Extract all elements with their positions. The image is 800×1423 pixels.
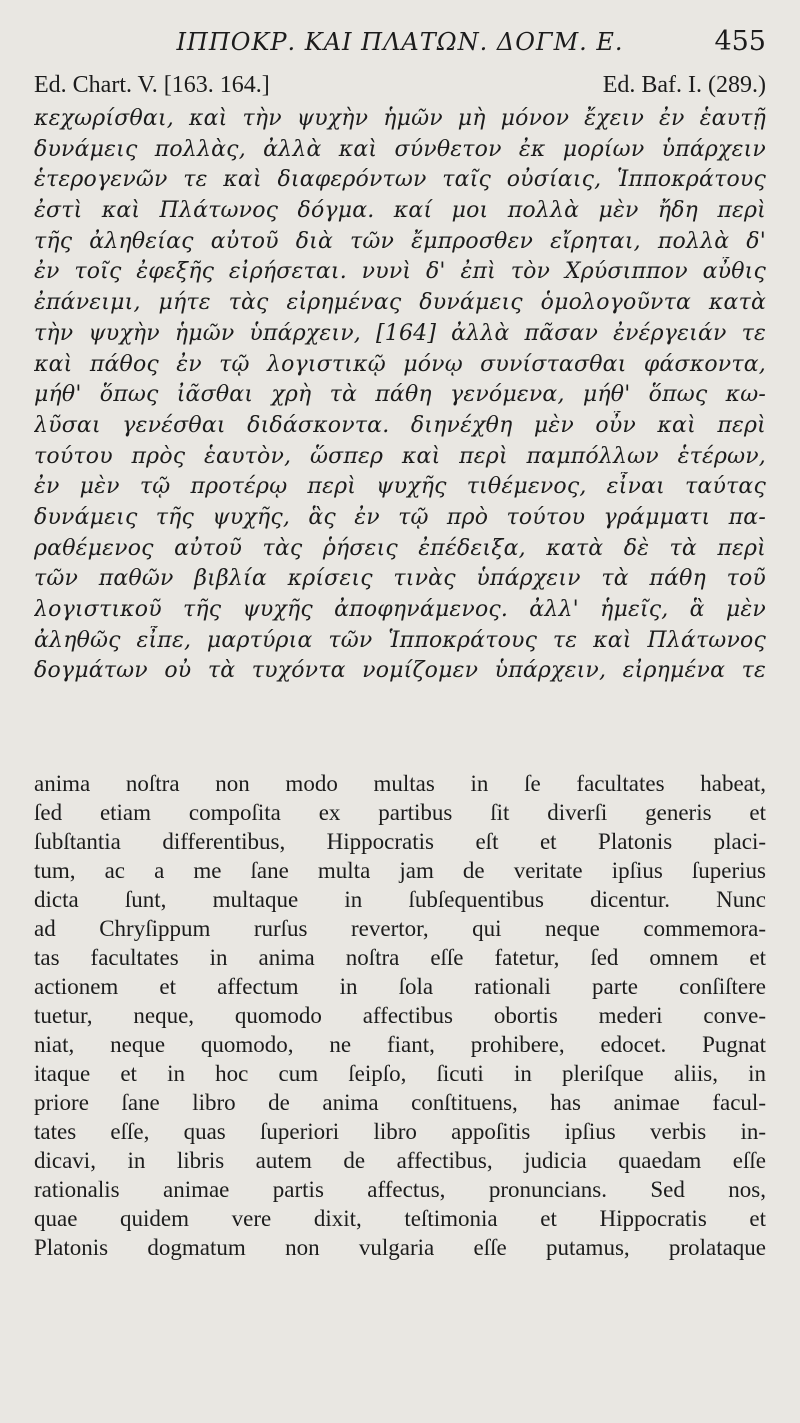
greek-text-block: [34, 104, 766, 687]
latin-line: priore ſane libro de anima conſtituens, has animae facul-: [34, 1090, 766, 1115]
greek-line: ἐπάνειμι, μήτε τὰς εἰρημένας δυνάμεις ὁμολογοῦντα κατὰ: [34, 290, 766, 316]
latin-line: niat, neque quomodo, ne fiant, prohibere, edocet. Pugnat: [34, 1032, 766, 1057]
greek-line: ἀληθῶς εἶπε, μαρτύρια τῶν Ἱπποκράτους τε καὶ Πλάτωνος: [34, 627, 766, 653]
latin-line: ſubſtantia differentibus, Hippocratis eſt et Platonis placi-: [34, 829, 766, 854]
greek-line: ἐστὶ καὶ Πλάτωνος δόγμα. καί μοι πολλὰ μὲν ἤδη περὶ: [34, 198, 766, 224]
greek-line: δυνάμεις τῆς ψυχῆς, ἃς ἐν τῷ πρὸ τούτου γράμματι πα-: [34, 504, 766, 530]
greek-line: ἐν τοῖς ἐφεξῆς εἰρήσεται. νυνὶ δ' ἐπὶ τὸν Χρύσιππον αὖθις: [34, 259, 766, 285]
latin-line: ad Chryſippum rurſus revertor, qui neque commemora-: [34, 916, 766, 941]
latin-line: ſed etiam compoſita ex partibus ſit diverſi generis et: [34, 800, 766, 825]
latin-line: rationalis animae partis affectus, pronuncians. Sed nos,: [34, 1177, 766, 1202]
greek-line: λογιστικοῦ τῆς ψυχῆς ἀποφηνάμενος. ἀλλ' ἡμεῖς, ἃ μὲν: [34, 597, 766, 622]
latin-line: tates eſſe, quas ſuperiori libro appoſitis ipſius verbis in-: [34, 1119, 766, 1144]
greek-line: τῶν παθῶν βιβλία κρίσεις τινὰς ὑπάρχειν τὰ πάθη τοῦ: [34, 566, 766, 592]
latin-line: tum, ac a me ſane multa jam de veritate ipſius ſuperius: [34, 858, 766, 883]
latin-line: dicavi, in libris autem de affectibus, judicia quaedam eſſe: [34, 1148, 766, 1173]
greek-line: δογμάτων οὐ τὰ τυχόντα νομίζομεν ὑπάρχειν, εἰρημένα τε: [34, 658, 766, 684]
latin-line: quae quidem vere dixit, teſtimonia et Hippocratis et: [34, 1206, 766, 1231]
latin-line: anima noſtra non modo multas in ſe facultates habeat,: [34, 771, 766, 796]
running-title: ΙΠΠΟΚΡ. ΚΑΙ ΠΛΑΤΩΝ. ΔΟΓΜ. Ε.: [176, 28, 624, 56]
greek-line: ἐν μὲν τῷ προτέρῳ περὶ ψυχῆς τιθέμενος, εἶναι ταύτας: [34, 474, 766, 500]
greek-line: τῆς ἀληθείας αὐτοῦ διὰ τῶν ἔμπροσθεν εἴρηται, πολλὰ δ': [34, 228, 766, 254]
edition-chart-reference: Ed. Chart. V. [163. 164.]: [34, 72, 270, 98]
greek-line: τούτου πρὸς ἑαυτὸν, ὥσπερ καὶ περὶ παμπόλλων ἑτέρων,: [34, 443, 766, 469]
latin-line: dicta ſunt, multaque in ſubſequentibus dicentur. Nunc: [34, 887, 766, 912]
running-head: [0, 24, 800, 68]
greek-line: ραθέμενος αὐτοῦ τὰς ῥήσεις ἐπέδειξα, κατὰ δὲ τὰ περὶ: [34, 535, 766, 561]
edition-basel-reference: Ed. Baf. I. (289.): [602, 72, 766, 98]
page-number: 455: [714, 26, 766, 57]
latin-line: itaque et in hoc cum ſeipſo, ſicuti in pleriſque aliis, in: [34, 1061, 766, 1086]
greek-line: ἑτερογενῶν τε καὶ διαφερόντων ταῖς οὐσίαις, Ἱπποκράτους: [34, 167, 766, 193]
greek-line: λῦσαι γενέσθαι διδάσκοντα. διηνέχθη μὲν οὖν καὶ περὶ: [34, 412, 766, 438]
latin-line: actionem et affectum in ſola rationali parte conſiſtere: [34, 974, 766, 999]
edition-reference-line: [34, 72, 766, 104]
latin-text-block: [34, 769, 766, 1262]
greek-line: μήθ' ὅπως ἰᾶσθαι χρὴ τὰ πάθη γενόμενα, μήθ' ὅπως κω-: [34, 382, 766, 408]
latin-line: Platonis dogmatum non vulgaria eſſe putamus, prolataque: [34, 1235, 766, 1260]
greek-line: κεχωρίσθαι, καὶ τὴν ψυχὴν ἡμῶν μὴ μόνον ἔχειν ἐν ἑαυτῇ: [34, 106, 766, 131]
greek-line: καὶ πάθος ἐν τῷ λογιστικῷ μόνῳ συνίστασθαι φάσκοντα,: [34, 351, 766, 377]
greek-line: δυνάμεις πολλὰς, ἀλλὰ καὶ σύνθετον ἐκ μορίων ὑπάρχειν: [34, 136, 766, 162]
latin-line: tas facultates in anima noſtra eſſe fatetur, ſed omnem et: [34, 945, 766, 970]
latin-line: tuetur, neque, quomodo affectibus obortis mederi conve-: [34, 1003, 766, 1028]
greek-line: τὴν ψυχὴν ἡμῶν ὑπάρχειν, [164] ἀλλὰ πᾶσαν ἐνέργειάν τε: [34, 320, 766, 346]
